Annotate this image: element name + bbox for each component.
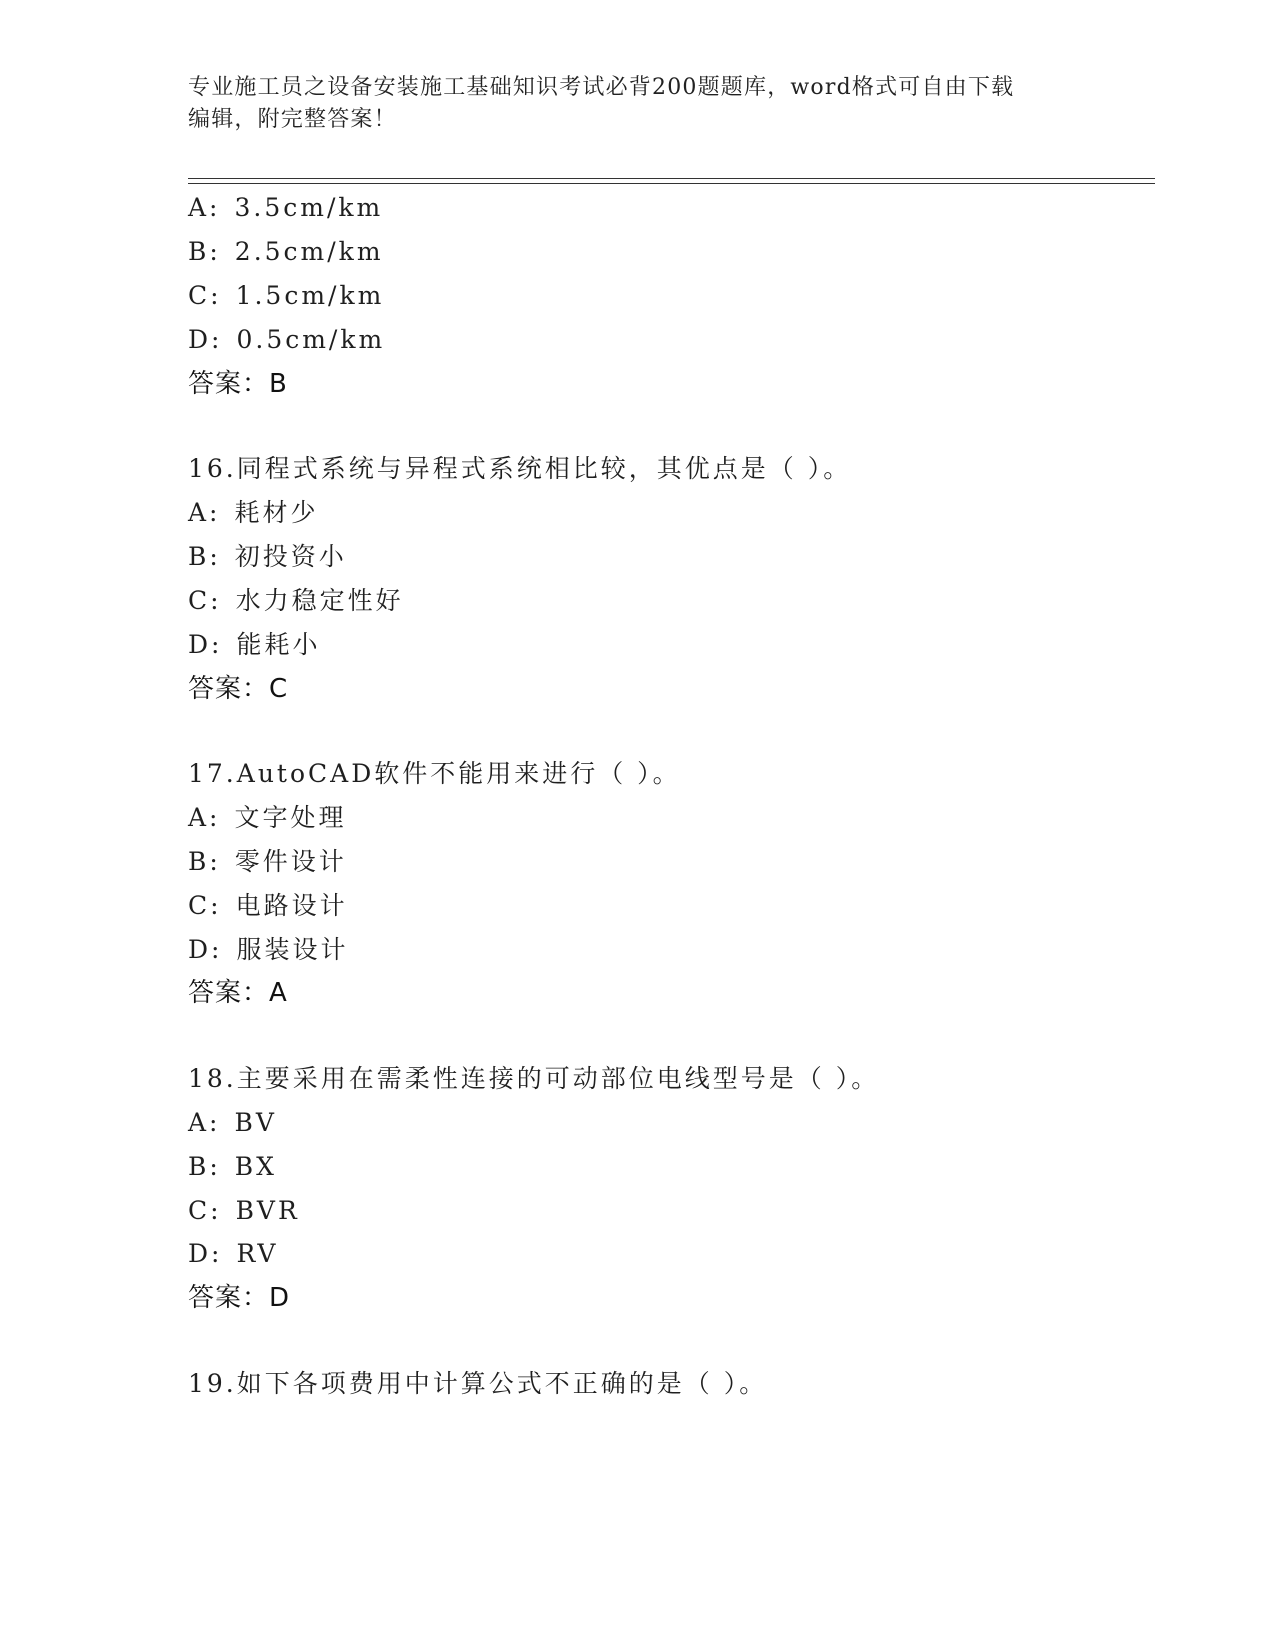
q17-option-c: C: 电路设计 [188, 891, 348, 920]
header-divider-top [188, 178, 1155, 179]
q17-option-a: A: 文字处理 [188, 803, 347, 832]
q16-option-c: C: 水力稳定性好 [188, 586, 404, 615]
q18-answer: 答案：D [188, 1283, 291, 1313]
q16-option-d: D: 能耗小 [188, 630, 321, 659]
q18-option-b: B: BX [188, 1152, 277, 1181]
q15-option-a: A: 3.5cm/km [188, 193, 384, 222]
q18-option-d: D: RV [188, 1239, 279, 1268]
header-line-2: 编辑，附完整答案！ [188, 107, 397, 132]
q15-option-c: C: 1.5cm/km [188, 281, 385, 310]
q16-option-b: B: 初投资小 [188, 542, 347, 571]
q16-answer: 答案：C [188, 674, 289, 704]
q15-option-d: D: 0.5cm/km [188, 325, 386, 354]
q17-option-b: B: 零件设计 [188, 847, 347, 876]
q19-stem: 19.如下各项费用中计算公式不正确的是（ ）。 [188, 1369, 768, 1398]
q16-stem: 16.同程式系统与异程式系统相比较，其优点是（ ）。 [188, 454, 852, 483]
q15-option-b: B: 2.5cm/km [188, 237, 384, 266]
q15-answer: 答案：B [188, 369, 288, 399]
document-header [188, 72, 1088, 136]
q18-stem: 18.主要采用在需柔性连接的可动部位电线型号是（ ）。 [188, 1064, 880, 1093]
header-divider-bottom [188, 183, 1155, 184]
q17-option-d: D: 服装设计 [188, 935, 349, 964]
q17-stem: 17.AutoCAD软件不能用来进行（ ）。 [188, 759, 681, 788]
header-line-1: 专业施工员之设备安装施工基础知识考试必背200题题库，word格式可自由下载 [188, 75, 1015, 100]
q18-option-a: A: BV [188, 1108, 277, 1137]
q16-option-a: A: 耗材少 [188, 498, 319, 527]
q18-option-c: C: BVR [188, 1196, 300, 1225]
q17-answer: 答案：A [188, 978, 288, 1008]
